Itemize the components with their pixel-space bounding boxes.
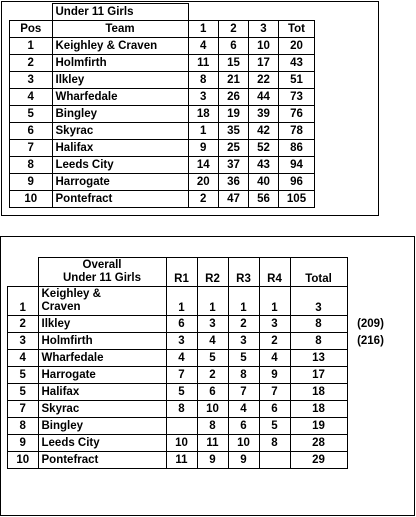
round-3-cell: 39 — [249, 106, 279, 123]
total-cell: 19 — [290, 418, 347, 435]
under-11-girls-results-table — [9, 3, 315, 208]
team-name-cell: Ilkley — [38, 316, 166, 333]
round-3-cell: 42 — [249, 123, 279, 140]
table-row — [8, 350, 395, 367]
title-row — [10, 4, 315, 21]
table-row — [10, 174, 315, 191]
position-cell: 7 — [10, 140, 53, 157]
round-2-cell: 19 — [219, 106, 249, 123]
team-name-cell: Leeds City — [38, 435, 166, 452]
r1-cell: 5 — [166, 384, 197, 401]
team-name-line-2: Craven — [41, 301, 81, 313]
r4-cell — [259, 452, 290, 469]
r1-cell: 11 — [166, 452, 197, 469]
position-cell: 4 — [10, 89, 53, 106]
table-row — [8, 401, 395, 418]
team-name-cell: Skyrac — [52, 123, 188, 140]
header-pos: Pos — [10, 21, 53, 38]
total-cell: 3 — [290, 287, 347, 316]
total-cell: 73 — [279, 89, 315, 106]
total-cell: 43 — [279, 55, 315, 72]
r1-cell: 1 — [166, 287, 197, 316]
r3-cell: 6 — [228, 418, 259, 435]
r3-cell: 2 — [228, 316, 259, 333]
header-r1: R1 — [166, 258, 197, 287]
r2-cell: 5 — [197, 350, 228, 367]
round-1-cell: 14 — [188, 157, 219, 174]
header-r3: R3 — [228, 258, 259, 287]
team-name-cell: Keighley & Craven — [52, 38, 188, 55]
round-2-cell: 25 — [219, 140, 249, 157]
overall-title — [38, 258, 166, 287]
position-cell: 3 — [8, 333, 39, 350]
position-cell: 2 — [10, 55, 53, 72]
round-2-cell: 37 — [219, 157, 249, 174]
tiebreak-note — [347, 367, 394, 384]
position-cell: 7 — [8, 401, 39, 418]
r3-cell: 10 — [228, 435, 259, 452]
table-row — [8, 435, 395, 452]
position-cell: 10 — [8, 452, 39, 469]
team-name-cell: Leeds City — [52, 157, 188, 174]
round-1-cell: 1 — [188, 123, 219, 140]
table-row — [8, 418, 395, 435]
team-name-cell: Pontefract — [52, 191, 188, 208]
position-cell: 8 — [8, 418, 39, 435]
total-cell: 13 — [290, 350, 347, 367]
total-cell: 94 — [279, 157, 315, 174]
r2-cell: 3 — [197, 316, 228, 333]
round-3-cell: 22 — [249, 72, 279, 89]
round-2-cell: 36 — [219, 174, 249, 191]
round-2-cell: 35 — [219, 123, 249, 140]
tiebreak-note — [347, 435, 394, 452]
position-cell: 3 — [10, 72, 53, 89]
round-2-cell: 15 — [219, 55, 249, 72]
r1-cell — [166, 418, 197, 435]
r4-cell: 7 — [259, 384, 290, 401]
table-row — [10, 140, 315, 157]
round-3-cell: 17 — [249, 55, 279, 72]
table-row — [10, 89, 315, 106]
round-2-cell: 26 — [219, 89, 249, 106]
round-1-cell: 3 — [188, 89, 219, 106]
total-cell: 28 — [290, 435, 347, 452]
header-round-1: 1 — [188, 21, 219, 38]
overall-under-11-girls-panel — [0, 236, 415, 516]
total-cell: 51 — [279, 72, 315, 89]
position-cell: 5 — [8, 384, 39, 401]
table-row — [8, 333, 395, 350]
team-name-cell: Harrogate — [38, 367, 166, 384]
total-cell: 96 — [279, 174, 315, 191]
tiebreak-note — [347, 384, 394, 401]
round-3-cell: 52 — [249, 140, 279, 157]
header-round-2: 2 — [219, 21, 249, 38]
table-row — [8, 384, 395, 401]
overall-standings-table — [7, 257, 395, 469]
total-cell: 8 — [290, 333, 347, 350]
r4-cell: 4 — [259, 350, 290, 367]
tiebreak-note — [347, 401, 394, 418]
r3-cell: 4 — [228, 401, 259, 418]
round-3-cell: 40 — [249, 174, 279, 191]
round-3-cell: 44 — [249, 89, 279, 106]
round-1-cell: 18 — [188, 106, 219, 123]
round-1-cell: 9 — [188, 140, 219, 157]
table-title: Under 11 Girls — [52, 4, 188, 21]
r3-cell: 7 — [228, 384, 259, 401]
r3-cell: 1 — [228, 287, 259, 316]
team-name-cell: Wharfedale — [52, 89, 188, 106]
position-cell: 8 — [10, 157, 53, 174]
position-cell: 6 — [10, 123, 53, 140]
team-name-cell: Halifax — [52, 140, 188, 157]
round-1-cell: 2 — [188, 191, 219, 208]
r1-cell: 3 — [166, 333, 197, 350]
header-total: Total — [290, 258, 347, 287]
header-total: Tot — [279, 21, 315, 38]
round-3-cell: 10 — [249, 38, 279, 55]
round-1-cell: 4 — [188, 38, 219, 55]
round-3-cell: 56 — [249, 191, 279, 208]
position-cell: 4 — [8, 350, 39, 367]
position-cell: 9 — [8, 435, 39, 452]
r4-cell: 2 — [259, 333, 290, 350]
table-row — [10, 123, 315, 140]
round-2-cell: 6 — [219, 38, 249, 55]
r2-cell: 2 — [197, 367, 228, 384]
team-name-cell: Wharfedale — [38, 350, 166, 367]
total-cell: 86 — [279, 140, 315, 157]
r4-cell: 1 — [259, 287, 290, 316]
r2-cell: 11 — [197, 435, 228, 452]
position-cell: 10 — [10, 191, 53, 208]
table-row — [10, 157, 315, 174]
round-3-cell: 43 — [249, 157, 279, 174]
header-round-3: 3 — [249, 21, 279, 38]
table-row — [8, 452, 395, 469]
overall-title-line-2: Under 11 Girls — [63, 272, 141, 284]
position-cell: 5 — [10, 106, 53, 123]
round-2-cell: 47 — [219, 191, 249, 208]
r2-cell: 1 — [197, 287, 228, 316]
total-cell: 17 — [290, 367, 347, 384]
tiebreak-note — [347, 452, 394, 469]
team-name-cell: Ilkley — [52, 72, 188, 89]
round-2-cell: 21 — [219, 72, 249, 89]
r4-cell: 6 — [259, 401, 290, 418]
r3-cell: 9 — [228, 452, 259, 469]
table-row — [10, 191, 315, 208]
r3-cell: 5 — [228, 350, 259, 367]
tiebreak-note: (216) — [357, 335, 384, 347]
total-cell: 78 — [279, 123, 315, 140]
total-cell: 105 — [279, 191, 315, 208]
table-row — [10, 55, 315, 72]
r3-cell: 8 — [228, 367, 259, 384]
team-name-cell: Skyrac — [38, 401, 166, 418]
tiebreak-note: (209) — [357, 318, 384, 330]
table-row — [10, 106, 315, 123]
r2-cell: 10 — [197, 401, 228, 418]
position-cell: 1 — [8, 287, 39, 316]
position-cell: 2 — [8, 316, 39, 333]
r1-cell: 8 — [166, 401, 197, 418]
r2-cell: 8 — [197, 418, 228, 435]
table-row — [8, 367, 395, 384]
r2-cell: 4 — [197, 333, 228, 350]
position-cell: 1 — [10, 38, 53, 55]
total-cell: 18 — [290, 401, 347, 418]
position-cell: 9 — [10, 174, 53, 191]
team-name-cell: Holmfirth — [38, 333, 166, 350]
team-name-line-1: Keighley & — [41, 288, 101, 300]
header-team: Team — [52, 21, 188, 38]
team-name-cell: Halifax — [38, 384, 166, 401]
tiebreak-note — [347, 350, 394, 367]
total-cell: 18 — [290, 384, 347, 401]
table-row — [8, 316, 395, 333]
round-1-cell: 11 — [188, 55, 219, 72]
round-1-cell: 8 — [188, 72, 219, 89]
position-cell: 5 — [8, 367, 39, 384]
r2-cell: 9 — [197, 452, 228, 469]
r1-cell: 7 — [166, 367, 197, 384]
team-name-cell: Bingley — [52, 106, 188, 123]
header-row — [8, 258, 395, 287]
r4-cell: 9 — [259, 367, 290, 384]
header-r4: R4 — [259, 258, 290, 287]
header-row — [10, 21, 315, 38]
team-name-cell: Pontefract — [38, 452, 166, 469]
r4-cell: 8 — [259, 435, 290, 452]
tiebreak-note — [347, 287, 394, 316]
tiebreak-note — [347, 418, 394, 435]
r4-cell: 5 — [259, 418, 290, 435]
table-row — [10, 38, 315, 55]
r2-cell: 6 — [197, 384, 228, 401]
r1-cell: 6 — [166, 316, 197, 333]
total-cell: 29 — [290, 452, 347, 469]
r4-cell: 3 — [259, 316, 290, 333]
table-row — [8, 287, 395, 316]
total-cell: 8 — [290, 316, 347, 333]
table-row — [10, 72, 315, 89]
r1-cell: 10 — [166, 435, 197, 452]
team-name-cell: Harrogate — [52, 174, 188, 191]
team-name-cell: Holmfirth — [52, 55, 188, 72]
r1-cell: 4 — [166, 350, 197, 367]
r3-cell: 3 — [228, 333, 259, 350]
header-r2: R2 — [197, 258, 228, 287]
under-11-girls-results-panel — [1, 1, 379, 216]
total-cell: 76 — [279, 106, 315, 123]
team-name-cell — [38, 287, 166, 316]
team-name-cell: Bingley — [38, 418, 166, 435]
overall-title-line-1: Overall — [82, 259, 122, 271]
round-1-cell: 20 — [188, 174, 219, 191]
total-cell: 20 — [279, 38, 315, 55]
